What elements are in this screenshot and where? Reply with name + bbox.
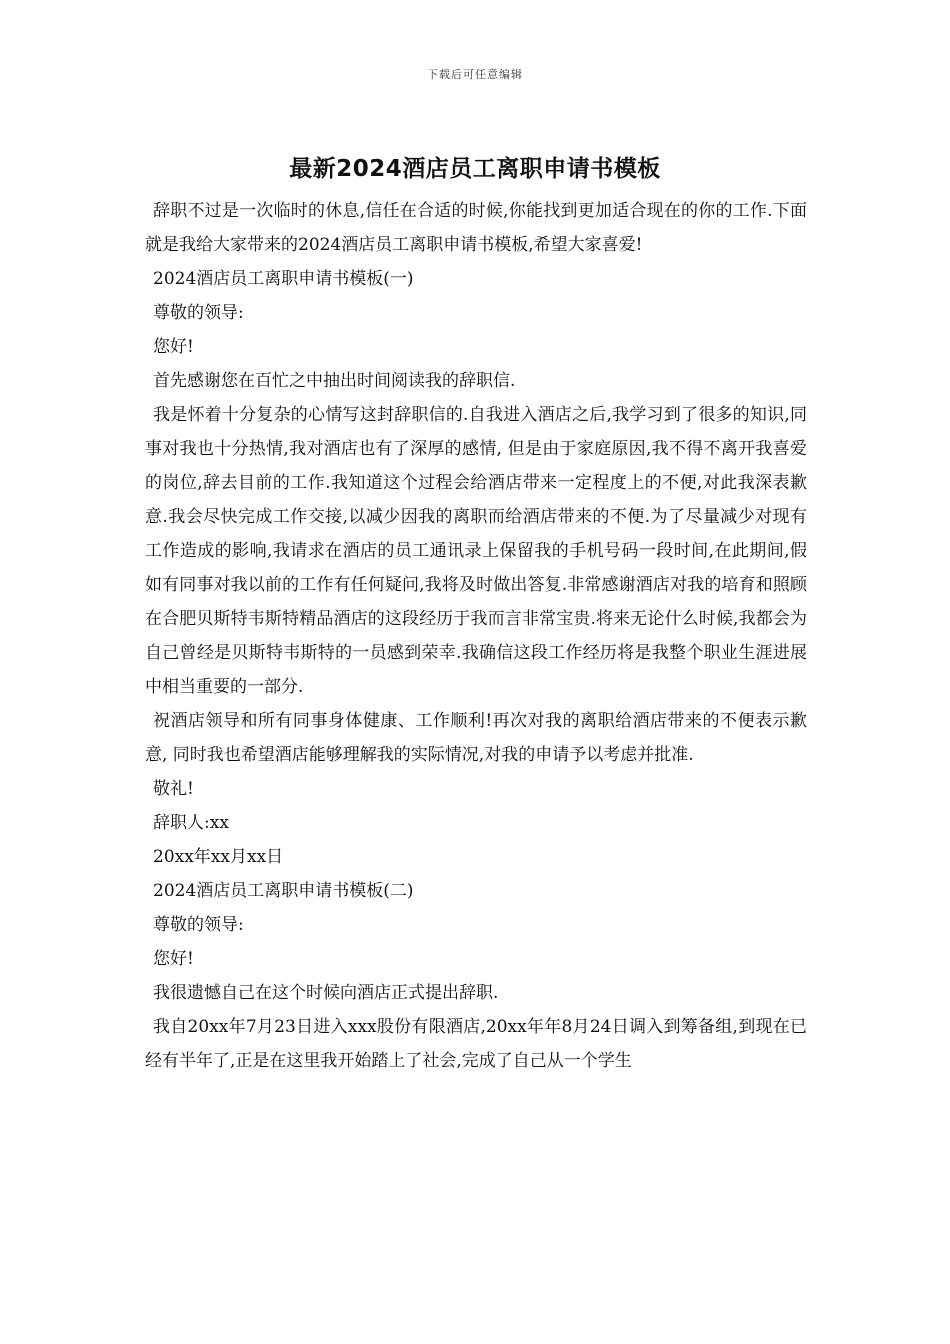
document-body	[145, 194, 807, 1078]
paragraph: 2024酒店员工离职申请书模板(二)	[153, 881, 414, 901]
paragraph: 祝酒店领导和所有同事身体健康、工作顺利!再次对我的离职给酒店带来的不便表示歉意, 同时我也希望酒店能够理解我的实际情况,对我的申请予以考虑并批准.	[145, 711, 807, 765]
paragraph: 尊敬的领导:	[153, 303, 244, 323]
paragraph: 首先感谢您在百忙之中抽出时间阅读我的辞职信.	[153, 371, 516, 391]
paragraph: 敬礼!	[153, 779, 194, 799]
paragraph: 我是怀着十分复杂的心情写这封辞职信的.自我进入酒店之后,我学习到了很多的知识,同事对我也十分热情,我对酒店也有了深厚的感情, 但是由于家庭原因,我不得不离开我喜爱的岗位,辞去目前的工作.我知道这个过程会给酒店带来一定程度上的不便,对此我深表歉意.我会尽快完成工作交接,以减少因我的离职而给酒店带来的不便.为了尽量减少对现有工作造成的影响,我请求在酒店的员工通讯录上保留我的手机号码一段时间,在此期间,假如有同事对我以前的工作有任何疑问,我将及时做出答复.非常感谢酒店对我的培育和照顾在合肥贝斯特韦斯特精品酒店的这段经历于我而言非常宝贵.将来无论什么时候,我都会为自己曾经是贝斯特韦斯特的一员感到荣幸.我确信这段工作经历将是我整个职业生涯进展中相当重要的一部分.	[145, 405, 807, 697]
paragraph: 辞职人:xx	[153, 813, 229, 833]
paragraph: 我自20xx年7月23日进入xxx股份有限酒店,20xx年年8月24日调入到筹备组,到现在已经有半年了,正是在这里我开始踏上了社会,完成了自己从一个学生	[145, 1017, 807, 1071]
paragraph: 20xx年xx月xx日	[153, 847, 284, 867]
header-note: 下载后可任意编辑	[427, 68, 523, 81]
paragraph: 我很遗憾自己在这个时候向酒店正式提出辞职.	[153, 983, 499, 1003]
paragraph: 辞职不过是一次临时的休息,信任在合适的时候,你能找到更加适合现在的你的工作.下面就是我给大家带来的2024酒店员工离职申请书模板,希望大家喜爱!	[145, 201, 807, 255]
paragraph: 您好!	[153, 949, 194, 969]
paragraph: 您好!	[153, 337, 194, 357]
document-title: 最新2024酒店员工离职申请书模板	[289, 156, 661, 182]
paragraph: 尊敬的领导:	[153, 915, 244, 935]
paragraph: 2024酒店员工离职申请书模板(一)	[153, 269, 414, 289]
